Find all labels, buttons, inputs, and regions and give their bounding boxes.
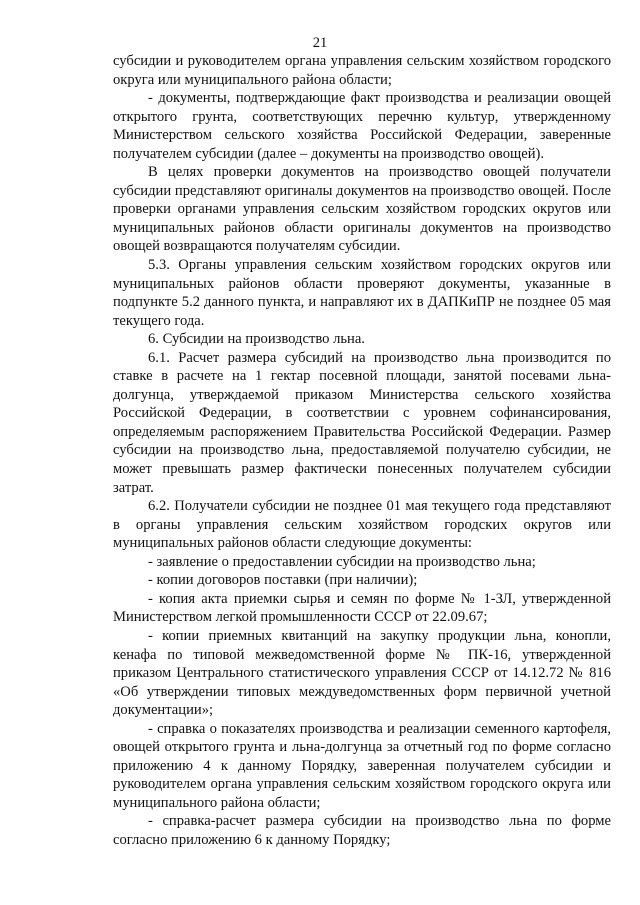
- paragraph: В целях проверки документов на производство овощей получатели субсидии представляют оригиналы документов на производство овощей. После проверки органами управления сельским хозяйством городских округов или муниципальных районов области оригиналы документов на производство овощей возвращаются получателям субсидии.: [113, 164, 611, 255]
- list-item: - копии договоров поставки (при наличии);: [148, 572, 418, 589]
- document-body: [113, 52, 611, 850]
- list-item: - справка-расчет размера субсидии на производство льна по форме согласно приложению 6 к данному Порядку;: [113, 813, 611, 848]
- paragraph: 5.3. Органы управления сельским хозяйством городских округов или муниципальных районов области проверяют документы, указанные в подпункте 5.2 данного пункта, и направляют их в ДАПКиПР не позднее 05 мая текущего года.: [113, 257, 611, 329]
- list-item: - копии приемных квитанций на закупку продукции льна, конопли, кенафа по типовой межведомственной форме № ПК-16, утвержденной приказом Центрального статистического управления СССР от 14.12.72 № 816 «Об утверждении типовых междуведомственных форм первичной учетной документации»;: [113, 627, 611, 719]
- section-heading: 6. Субсидии на производство льна.: [148, 331, 365, 348]
- list-item: - копия акта приемки сырья и семян по форме № 1-ЗЛ, утвержденной Министерством легкой промышленности СССР от 22.09.67;: [113, 590, 611, 626]
- paragraph: 6.1. Расчет размера субсидий на производство льна производится по ставке в расчете на 1 гектар посевной площади, занятой посевами льна-долгунца, утверждаемой приказом Министерства сельского хозяйства Российской Федерации, в соответствии с уровнем софинансирования, определяемым распоряжением Правительства Российской Федерации. Размер субсидии на производство льна, предоставляемой получателю субсидии, не может превышать размер фактически понесенных получателем субсидии затрат.: [113, 349, 611, 496]
- list-item: - заявление о предоставлении субсидии на производство льна;: [148, 553, 536, 570]
- list-item: - справка о показателях производства и реализации семенного картофеля, овощей открытого грунта и льна-долгунца за отчетный год по форме согласно приложению 4 к данному Порядку, заверенная получателем субсидии и руководителем органа управления сельским хозяйством городского округа или муниципального района области;: [113, 720, 611, 811]
- paragraph: субсидии и руководителем органа управления сельским хозяйством городского округа или муниципального района области;: [113, 53, 611, 88]
- paragraph: 6.2. Получатели субсидии не позднее 01 мая текущего года представляют в органы управления сельским хозяйством городских округов или муниципальных районов области следующие документы:: [113, 498, 611, 552]
- page-number: 21: [312, 35, 328, 51]
- paragraph: - документы, подтверждающие факт производства и реализации овощей открытого грунта, соответствующих перечню культур, утвержденному Министерством сельского хозяйства Российской Федерации, заверенные получателем субсидии (далее – документы на производство овощей).: [113, 90, 611, 162]
